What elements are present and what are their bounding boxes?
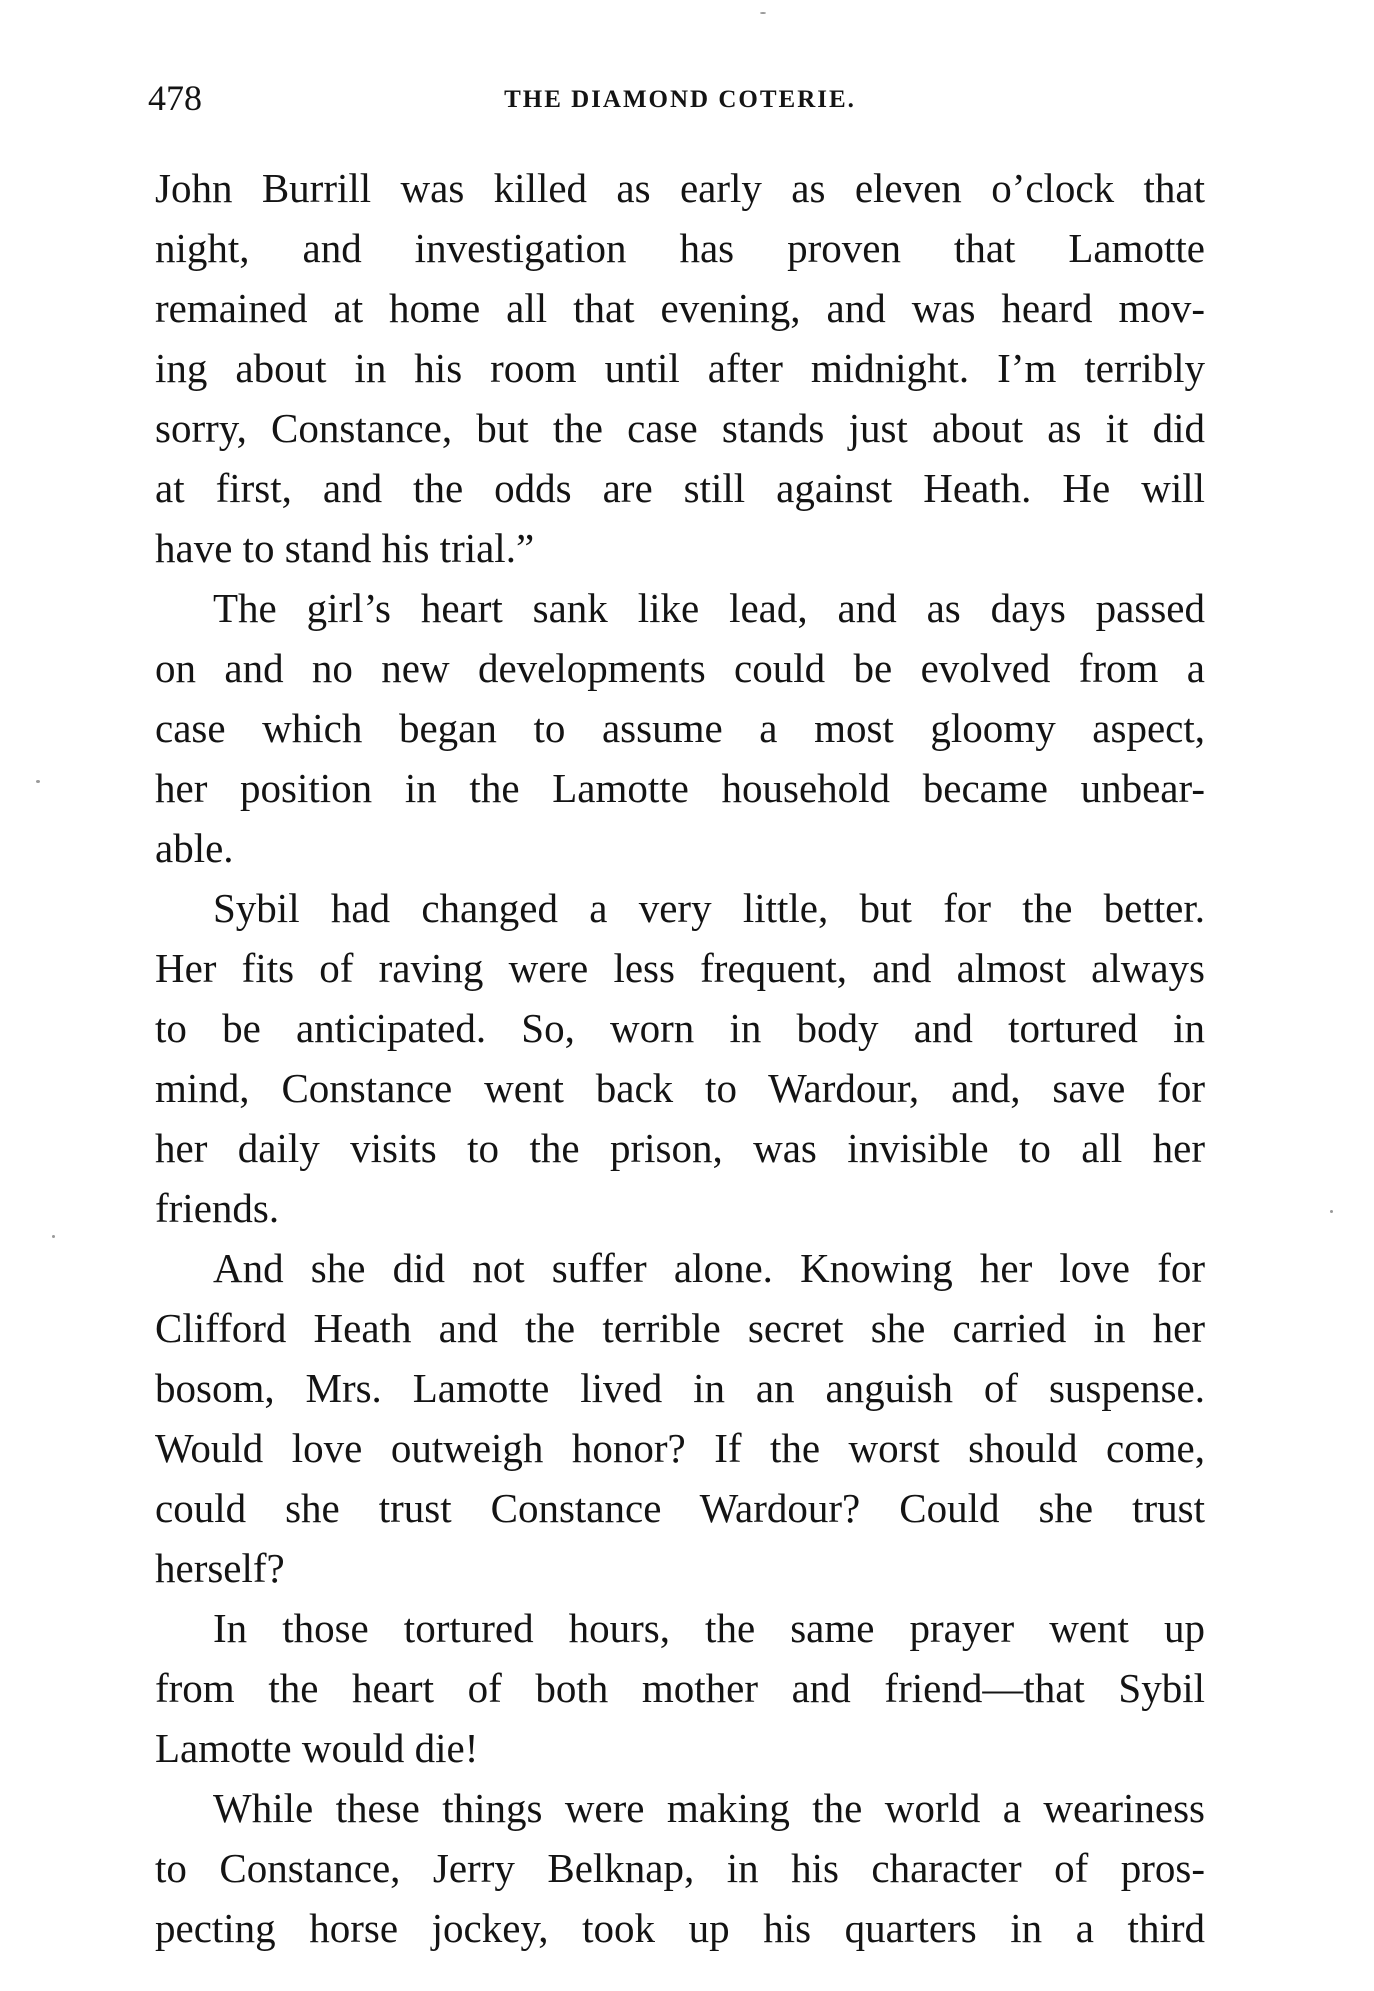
text-line: to Constance, Jerry Belknap, in his character of pros- (155, 1845, 1205, 1891)
page-header (148, 78, 1212, 118)
text-line: Her fits of raving were less frequent, and almost always (155, 945, 1205, 991)
text-line: The girl’s heart sank like lead, and as days passed (213, 585, 1205, 631)
text-line: at first, and the odds are still against Heath. He will (155, 465, 1205, 511)
running-title: THE DIAMOND COTERIE. (504, 86, 856, 113)
text-line: bosom, Mrs. Lamotte lived in an anguish of suspense. (155, 1365, 1205, 1411)
text-line: case which began to assume a most gloomy aspect, (155, 705, 1205, 751)
page-number: 478 (148, 78, 202, 118)
text-line: In those tortured hours, the same prayer went up (213, 1605, 1205, 1651)
text-line: her position in the Lamotte household became unbear- (155, 765, 1205, 811)
text-line: night, and investigation has proven that Lamotte (155, 225, 1205, 271)
scan-speck (36, 780, 40, 783)
text-line: And she did not suffer alone. Knowing her love for (213, 1245, 1205, 1291)
text-line: Clifford Heath and the terrible secret she carried in her (155, 1305, 1205, 1351)
text-line: remained at home all that evening, and was heard mov- (155, 285, 1205, 331)
text-line: able. (155, 825, 234, 871)
text-line: from the heart of both mother and friend—that Sybil (155, 1665, 1205, 1711)
scan-speck (1330, 1210, 1333, 1213)
text-line: friends. (155, 1185, 280, 1231)
text-line: ing about in his room until after midnight. I’m terribly (155, 345, 1205, 391)
text-line: While these things were making the world a weariness (213, 1785, 1205, 1831)
text-line: her daily visits to the prison, was invisible to all her (155, 1125, 1205, 1171)
text-line: Sybil had changed a very little, but for the better. (213, 885, 1205, 931)
text-line: Lamotte would die! (155, 1725, 479, 1771)
text-line: could she trust Constance Wardour? Could she trust (155, 1485, 1205, 1531)
text-line: Would love outweigh honor? If the worst should come, (155, 1425, 1205, 1471)
text-line: mind, Constance went back to Wardour, and, save for (155, 1065, 1205, 1111)
text-line: sorry, Constance, but the case stands just about as it did (155, 405, 1205, 451)
text-line: to be anticipated. So, worn in body and tortured in (155, 1005, 1205, 1051)
scan-speck (52, 1235, 55, 1238)
text-line: have to stand his trial.” (155, 525, 535, 571)
scan-speck (760, 12, 766, 14)
text-line: John Burrill was killed as early as eleven o’clock that (155, 165, 1205, 211)
body-text (155, 158, 1205, 1958)
text-line: on and no new developments could be evolved from a (155, 645, 1205, 691)
text-line: herself? (155, 1545, 285, 1591)
text-line: pecting horse jockey, took up his quarters in a third (155, 1905, 1205, 1951)
